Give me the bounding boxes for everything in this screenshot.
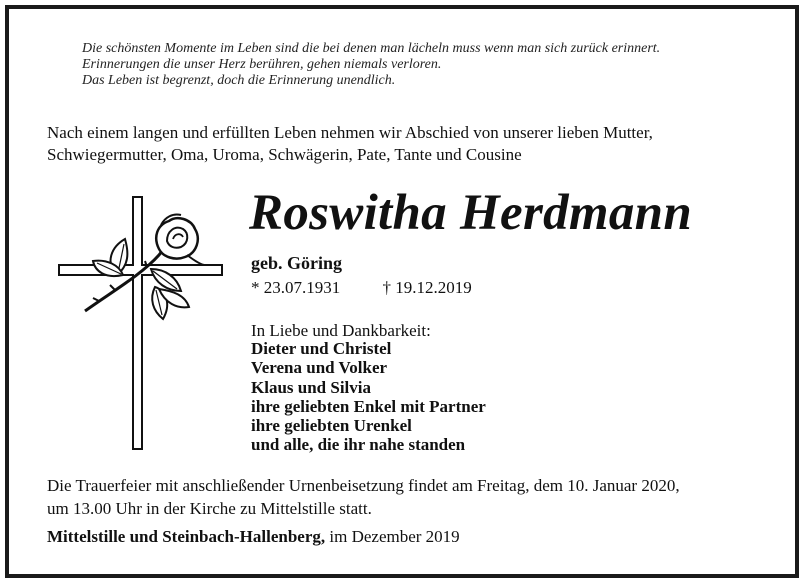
obituary-frame — [5, 5, 799, 578]
motto-quote — [82, 41, 772, 89]
cross-with-rose-icon — [55, 195, 225, 451]
place-locations: Mittelstille und Steinbach-Hallenberg, — [47, 527, 326, 546]
motto-line: Die schönsten Momente im Leben sind die bei denen man lächeln muss wenn man sich zurück erinnert. — [82, 41, 661, 56]
life-dates — [251, 277, 472, 299]
ceremony-info — [47, 474, 777, 520]
death-date: † 19.12.2019 — [382, 278, 472, 297]
birth-date: * 23.07.1931 — [251, 278, 341, 297]
intro-line: Schwiegermutter, Oma, Uroma, Schwägerin, Pate, Tante und Cousine — [47, 145, 522, 164]
deceased-name: Roswitha Herdmann — [249, 185, 692, 241]
thanks-heading: In Liebe und Dankbarkeit: — [251, 321, 431, 340]
mourner-entry: ihre geliebten Urenkel — [251, 416, 412, 436]
ceremony-line: Die Trauerfeier mit anschließender Urnenbeisetzung findet am Freitag, dem 10. Januar 2020, — [47, 476, 680, 495]
motto-line: Erinnerungen die unser Herz berühren, gehen niemals verloren. — [82, 57, 442, 72]
mourner-entry: ihre geliebten Enkel mit Partner — [251, 396, 486, 416]
maiden-name: geb. Göring — [251, 253, 343, 273]
mourner-entry: Klaus und Silvia — [251, 377, 372, 397]
mourners-list — [251, 339, 486, 455]
mourner-entry: Dieter und Christel — [251, 339, 392, 358]
ceremony-line: um 13.00 Uhr in der Kirche zu Mittelstille statt. — [47, 499, 372, 518]
mourner-entry: Verena und Volker — [251, 358, 388, 378]
intro-text — [47, 122, 767, 166]
place-and-date — [47, 526, 460, 548]
place-date: im Dezember 2019 — [325, 527, 460, 546]
motto-line: Das Leben ist begrenzt, doch die Erinnerung unendlich. — [82, 73, 396, 88]
intro-line: Nach einem langen und erfüllten Leben nehmen wir Abschied von unserer lieben Mutter, — [47, 123, 653, 142]
mourner-entry: und alle, die ihr nahe standen — [251, 435, 466, 455]
